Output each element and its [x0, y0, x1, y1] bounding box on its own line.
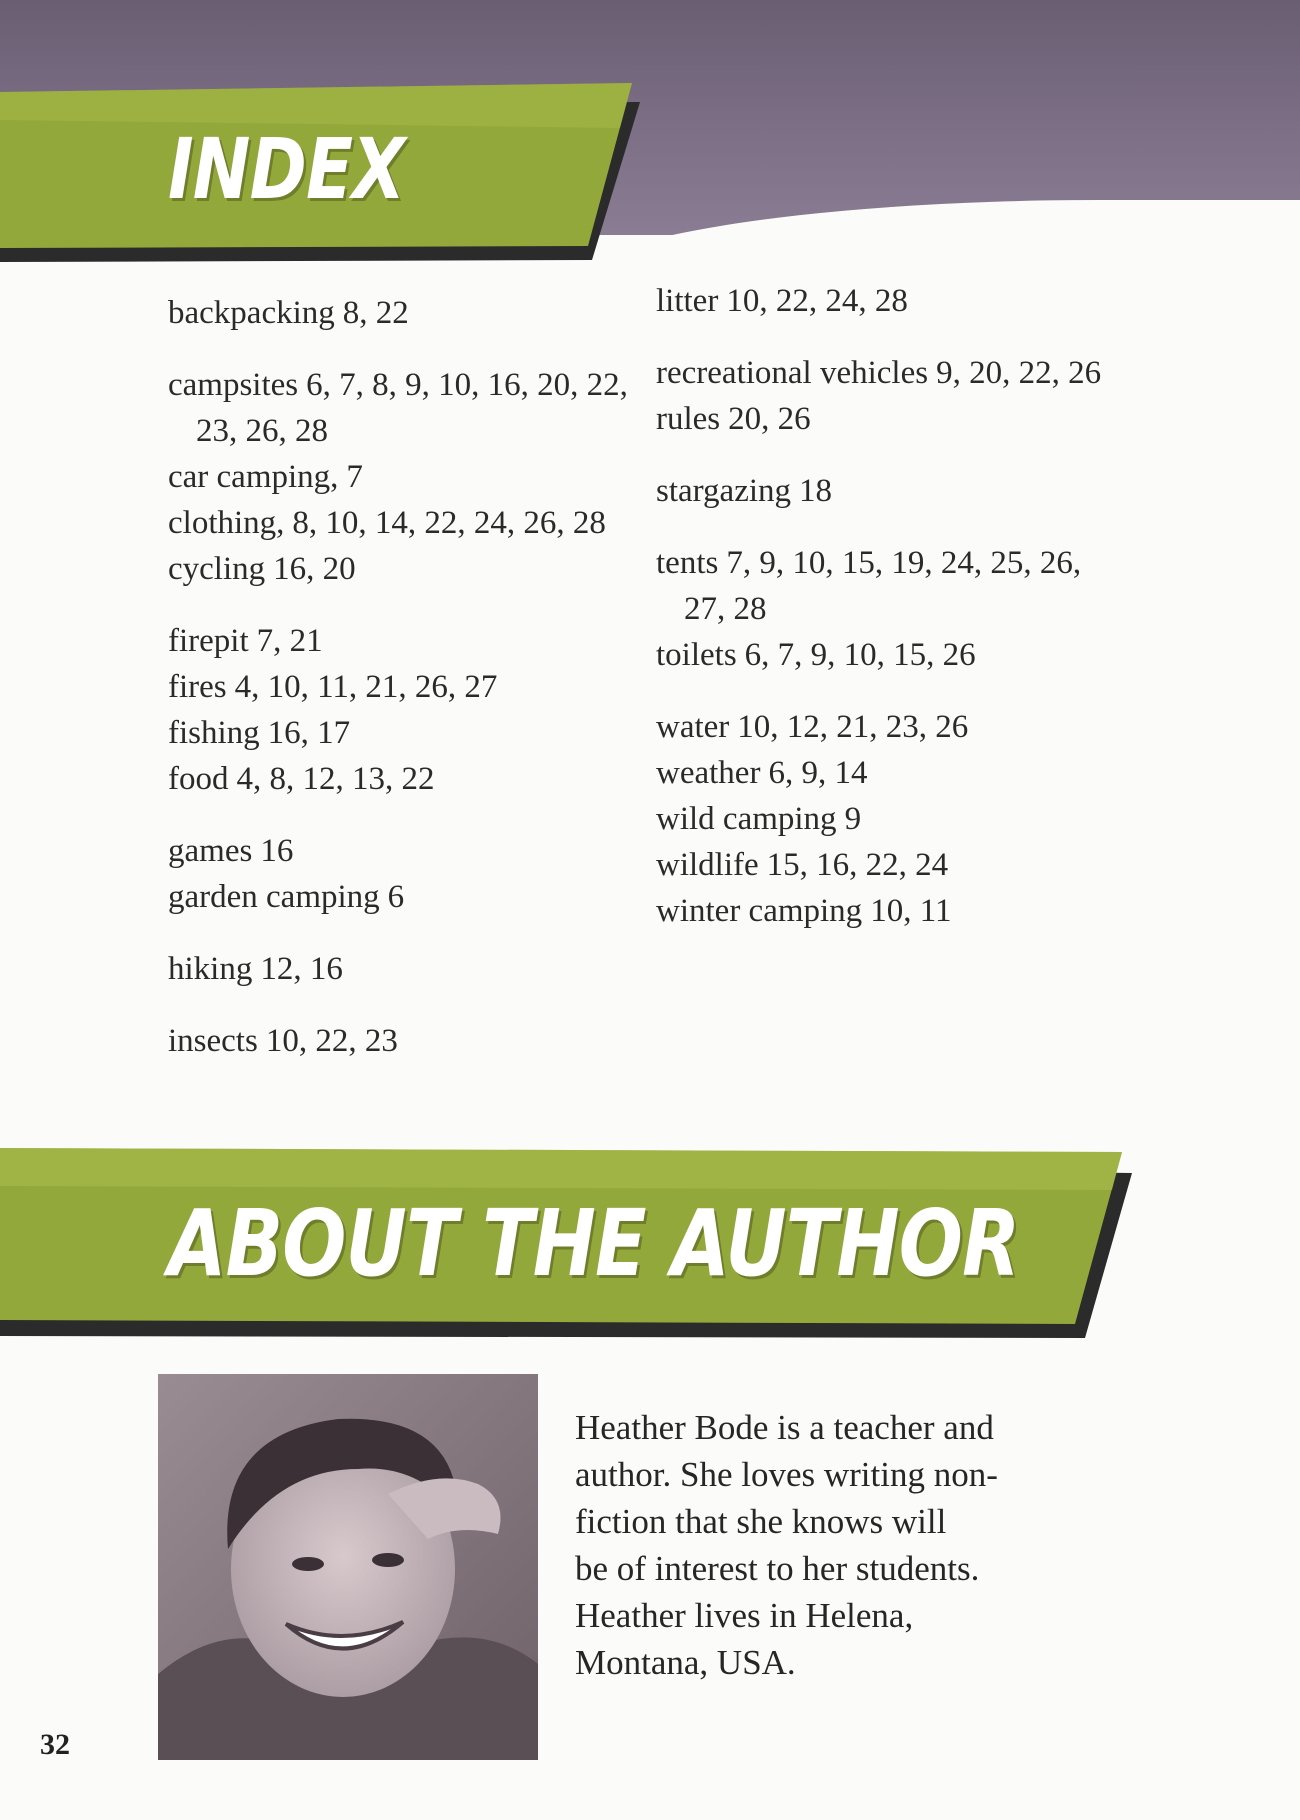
bio-line: be of interest to her students. — [575, 1549, 980, 1588]
index-entry: wildlife 15, 16, 22, 24 — [656, 847, 949, 883]
index-entry: fishing 16, 17 — [168, 715, 351, 751]
index-entry: clothing, 8, 10, 14, 22, 24, 26, 28 — [168, 505, 606, 541]
index-entry: winter camping 10, 11 — [656, 893, 952, 929]
index-entry: tents 7, 9, 10, 15, 19, 24, 25, 26, 27, 28 — [656, 545, 1082, 627]
index-heading-banner — [0, 80, 660, 280]
bio-line: Heather Bode is a teacher and — [575, 1408, 994, 1447]
index-entry: rules 20, 26 — [656, 401, 811, 437]
bio-line: author. She loves writing non- — [575, 1455, 998, 1494]
about-heading: ABOUT THE AUTHOR — [168, 1190, 1020, 1297]
index-entry: water 10, 12, 21, 23, 26 — [656, 709, 969, 745]
index-entry: campsites 6, 7, 8, 9, 10, 16, 20, 22, 23, 26, 28 — [168, 367, 628, 449]
index-entry: food 4, 8, 12, 13, 22 — [168, 761, 435, 797]
bio-line: fiction that she knows will — [575, 1502, 947, 1541]
index-entry: car camping, 7 — [168, 459, 363, 495]
index-entry: wild camping 9 — [656, 801, 862, 837]
author-photo — [158, 1374, 538, 1760]
about-heading-banner — [0, 1140, 1140, 1370]
index-entry: cycling 16, 20 — [168, 551, 356, 587]
index-left-column — [168, 290, 638, 1064]
index-entry: hiking 12, 16 — [168, 951, 343, 987]
index-entry: weather 6, 9, 14 — [656, 755, 868, 791]
bio-line: Heather lives in Helena, — [575, 1596, 914, 1635]
index-entry: games 16 — [168, 833, 294, 869]
index-entry: recreational vehicles 9, 20, 22, 26 — [656, 355, 1102, 391]
index-entry: litter 10, 22, 24, 28 — [656, 283, 908, 319]
index-entry: toilets 6, 7, 9, 10, 15, 26 — [656, 637, 976, 673]
index-entry: stargazing 18 — [656, 473, 833, 509]
bio-line: Montana, USA. — [575, 1643, 796, 1682]
author-bio — [575, 1404, 1055, 1686]
index-entry: insects 10, 22, 23 — [168, 1023, 398, 1059]
index-entry: backpacking 8, 22 — [168, 295, 409, 331]
index-entry: garden camping 6 — [168, 879, 405, 915]
index-right-column — [656, 278, 1126, 934]
page-number: 32 — [40, 1728, 70, 1761]
index-heading: INDEX — [168, 120, 405, 218]
index-entry: fires 4, 10, 11, 21, 26, 27 — [168, 669, 498, 705]
index-entry: firepit 7, 21 — [168, 623, 323, 659]
